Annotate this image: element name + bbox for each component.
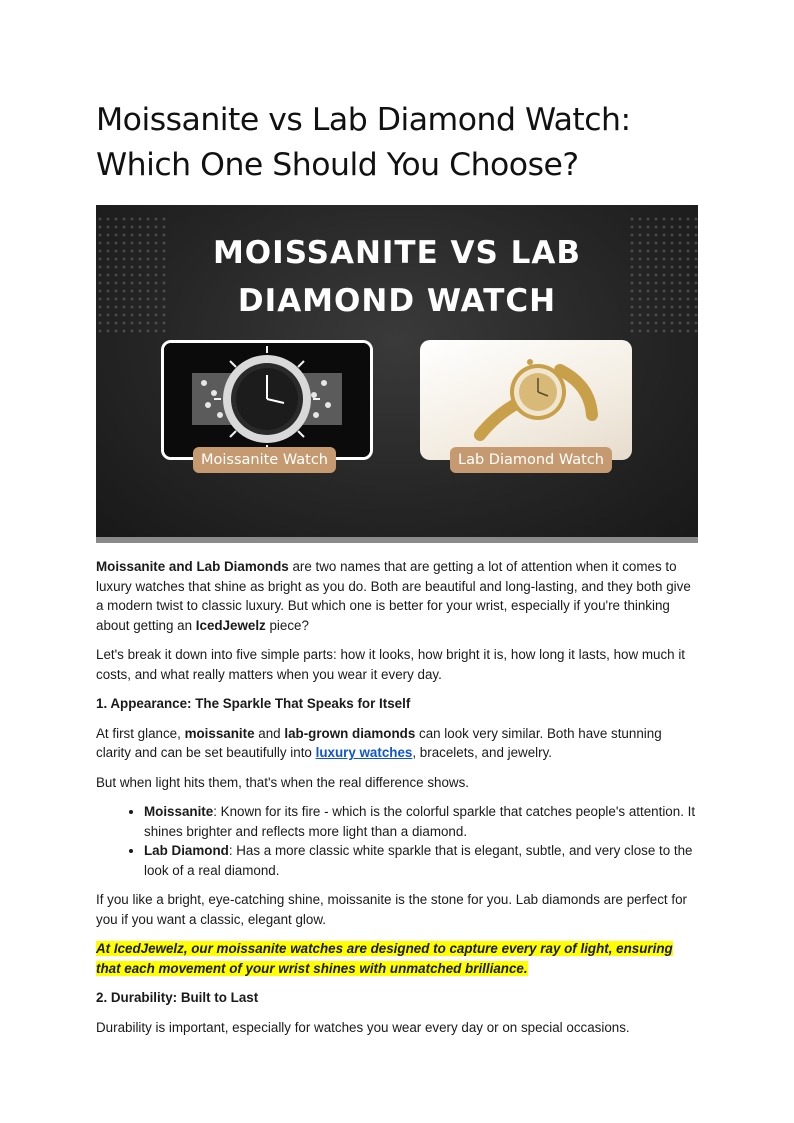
list-item-term: Lab Diamond <box>144 843 229 858</box>
appearance-paragraph <box>96 724 698 763</box>
preference-paragraph: If you like a bright, eye-catching shine, moissanite is the stone for you. Lab diamonds are perfect for you if you want a classic, elegant glow. <box>96 892 687 927</box>
list-item <box>144 802 698 841</box>
moissanite-watch-icon <box>164 343 370 457</box>
hero-bottom-bar <box>96 537 698 543</box>
hero-image <box>96 205 698 543</box>
hero-title-line2: DIAMOND WATCH <box>237 283 557 319</box>
intro-text-end: piece? <box>265 617 309 633</box>
overview-paragraph: Let's break it down into five simple parts: how it looks, how bright it is, how long it lasts, how much it costs, and what really matters when you wear it every day. <box>96 647 686 682</box>
list-item-text: : Known for its fire - which is the colorful sparkle that catches people's attention. It shines brighter and reflects more light than a diamond. <box>144 804 696 839</box>
hero-title <box>96 229 698 325</box>
text: can look very similar. Both have stunning clarity and can be set beautifully into <box>96 725 662 760</box>
section1-heading: 1. Appearance: The Sparkle That Speaks for Itself <box>96 696 411 711</box>
list-item-text: : Has a more classic white sparkle that is elegant, subtle, and very close to the look of a real diamond. <box>144 843 693 878</box>
lab-diamond-watch-photo <box>420 340 632 460</box>
luxury-watches-link[interactable]: luxury watches <box>315 745 413 760</box>
comparison-list <box>96 802 698 880</box>
text: , bracelets, and jewelry. <box>412 745 553 760</box>
brand-name: IcedJewelz <box>195 617 266 633</box>
page-title: Moissanite vs Lab Diamond Watch: Which One Should You Choose? <box>96 102 631 183</box>
text: At first glance, <box>96 725 185 741</box>
list-item <box>144 841 698 880</box>
text: and <box>254 725 285 741</box>
highlighted-text: At IcedJewelz, our moissanite watches are designed to capture every ray of light, ensuring that each movement of your wrist shines with unmatched brilliance. <box>96 941 673 976</box>
document-page <box>96 98 698 1047</box>
lab-diamond-watch-label: Lab Diamond Watch <box>450 447 612 473</box>
article-body <box>96 557 698 1037</box>
bold-term: lab-grown diamonds <box>284 725 416 741</box>
bold-term: moissanite <box>184 725 255 741</box>
lab-diamond-watch-icon <box>420 340 632 460</box>
light-paragraph: But when light hits them, that's when the real difference shows. <box>96 774 469 790</box>
moissanite-watch-photo <box>161 340 373 460</box>
hero-title-line1: MOISSANITE VS LAB <box>212 235 582 271</box>
intro-text: are two names that are getting a lot of attention when it comes to luxury watches that shine as bright as you do. Both are beautiful and long-lasting, and they both give a modern twist to classic luxury. But which one is better for your wrist, especially if you're thinking about getting an <box>96 559 691 633</box>
highlight-paragraph <box>96 939 698 978</box>
intro-paragraph <box>96 557 698 635</box>
list-item-term: Moissanite <box>144 804 214 819</box>
section2-heading: 2. Durability: Built to Last <box>96 990 259 1005</box>
moissanite-watch-label: Moissanite Watch <box>193 447 336 473</box>
intro-bold-term: Moissanite and Lab Diamonds <box>96 559 289 574</box>
durability-paragraph: Durability is important, especially for watches you wear every day or on special occasions. <box>96 1019 630 1035</box>
